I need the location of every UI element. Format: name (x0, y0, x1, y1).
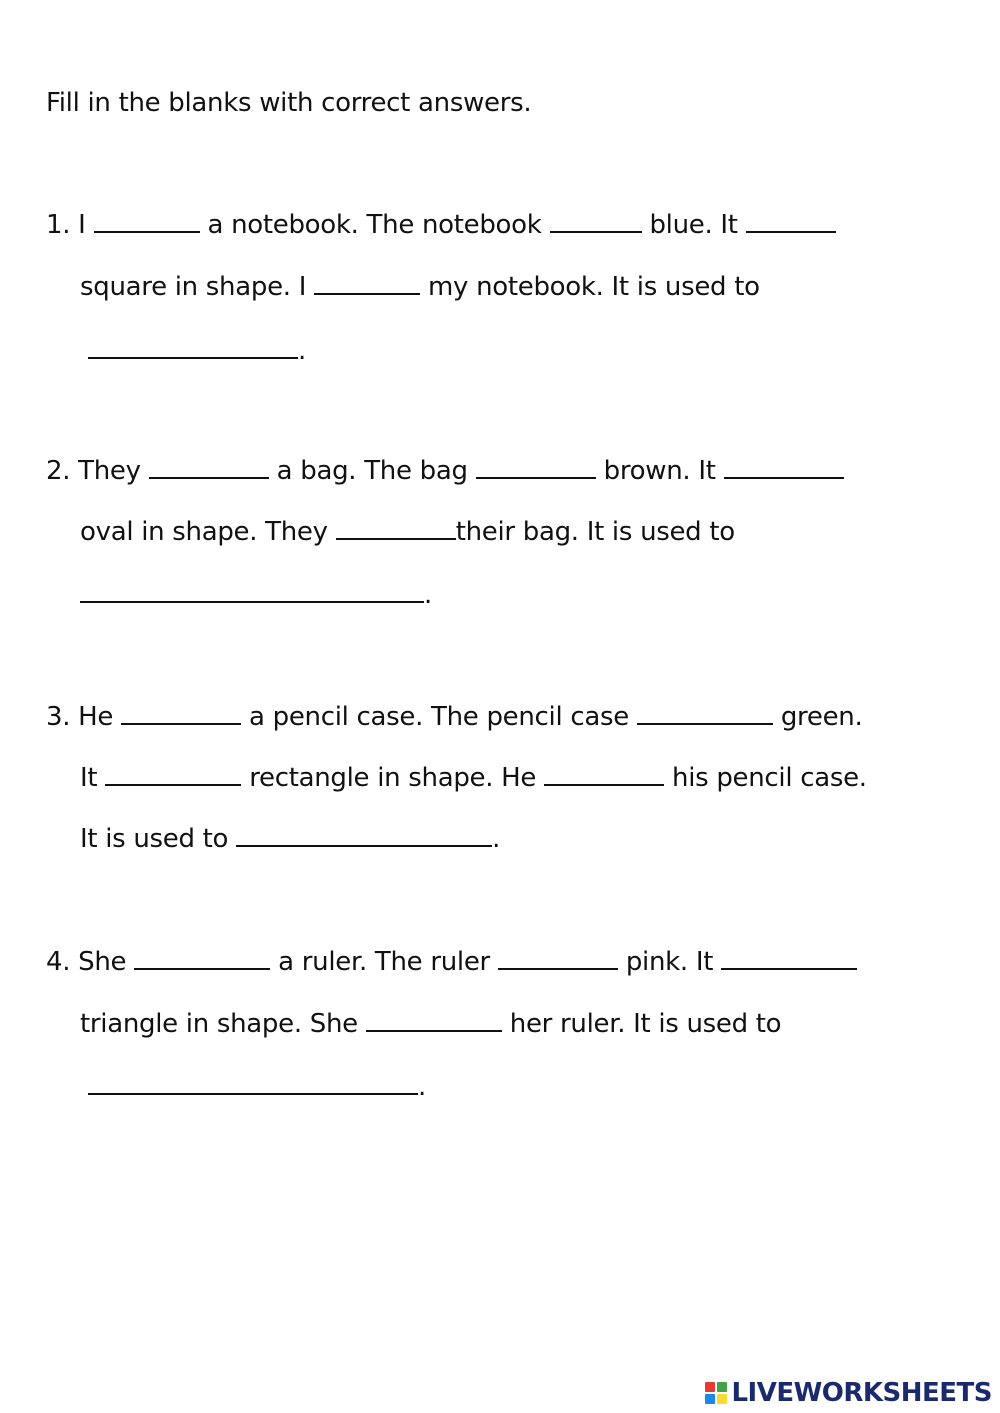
question-2-line-1 (46, 454, 844, 488)
question-3-line-1 (46, 700, 862, 734)
q2-blank-3[interactable] (724, 455, 844, 479)
q1-l1-text-a: 1. I (46, 210, 94, 240)
logo-square-4 (717, 1394, 727, 1404)
liveworksheets-brand-text: LIVEWORKSHEETS (731, 1378, 992, 1408)
q1-l2-text-b: my notebook. It is used to (420, 272, 760, 302)
question-3-line-3 (80, 822, 500, 856)
q2-blank-2[interactable] (476, 455, 596, 479)
question-1-line-2 (80, 270, 760, 304)
question-3-line-2 (80, 761, 867, 795)
question-2-line-3 (80, 578, 432, 612)
q4-l1-text-c: pink. It (617, 947, 722, 977)
q1-l3-end: . (298, 336, 306, 366)
q1-l1-text-c: blue. It (641, 210, 746, 240)
q2-l1-text-a: 2. They (46, 456, 149, 486)
logo-square-3 (705, 1394, 715, 1404)
q2-l1-text-c: brown. It (595, 456, 724, 486)
q3-l1-text-c: green. (772, 702, 863, 732)
liveworksheets-logo-icon (705, 1382, 727, 1404)
q1-blank-1[interactable] (94, 209, 200, 233)
q1-l2-text-a: square in shape. I (80, 272, 315, 302)
q4-l2-text-b: her ruler. It is used to (501, 1009, 782, 1039)
q4-blank-5[interactable] (88, 1071, 418, 1095)
q1-blank-3[interactable] (746, 209, 836, 233)
q1-blank-2[interactable] (550, 209, 642, 233)
q2-blank-1[interactable] (149, 455, 269, 479)
q2-l1-text-b: a bag. The bag (268, 456, 476, 486)
question-4-line-3 (88, 1070, 426, 1104)
q2-blank-5[interactable] (80, 579, 424, 603)
q4-l3-end: . (418, 1072, 426, 1102)
q3-l1-text-b: a pencil case. The pencil case (241, 702, 637, 732)
q3-l2-text-a: It (80, 763, 106, 793)
q4-blank-3[interactable] (721, 946, 857, 970)
q2-l2-text-a: oval in shape. They (80, 517, 336, 547)
liveworksheets-logo[interactable] (705, 1376, 992, 1410)
q2-l3-end: . (424, 580, 432, 610)
logo-square-1 (705, 1382, 715, 1392)
q3-blank-3[interactable] (105, 762, 241, 786)
q3-blank-4[interactable] (544, 762, 664, 786)
q4-l1-text-b: a ruler. The ruler (270, 947, 498, 977)
q1-blank-5[interactable] (88, 335, 298, 359)
q3-l3-end: . (492, 824, 501, 854)
question-4-line-1 (46, 945, 857, 979)
q3-blank-2[interactable] (637, 701, 773, 725)
q1-l1-text-b: a notebook. The notebook (199, 210, 550, 240)
question-1-line-1 (46, 208, 836, 242)
q1-blank-4[interactable] (314, 271, 420, 295)
question-4-line-2 (80, 1007, 781, 1041)
q3-blank-1[interactable] (121, 701, 241, 725)
q4-blank-2[interactable] (498, 946, 618, 970)
q3-blank-5[interactable] (236, 823, 492, 847)
q3-l2-text-b: rectangle in shape. He (241, 763, 545, 793)
q3-l3-text-a: It is used to (80, 824, 237, 854)
q3-l2-text-c: his pencil case. (664, 763, 867, 793)
q4-l1-text-a: 4. She (46, 947, 135, 977)
q2-blank-4[interactable] (336, 516, 456, 540)
q4-l2-text-a: triangle in shape. She (80, 1009, 366, 1039)
q2-l2-text-b: their bag. It is used to (455, 517, 735, 547)
q4-blank-4[interactable] (366, 1008, 502, 1032)
q4-blank-1[interactable] (134, 946, 270, 970)
logo-square-2 (717, 1382, 727, 1392)
question-1-line-3 (88, 334, 306, 368)
q3-l1-text-a: 3. He (46, 702, 122, 732)
question-2-line-2 (80, 515, 735, 549)
instruction-text: Fill in the blanks with correct answers. (46, 88, 532, 118)
